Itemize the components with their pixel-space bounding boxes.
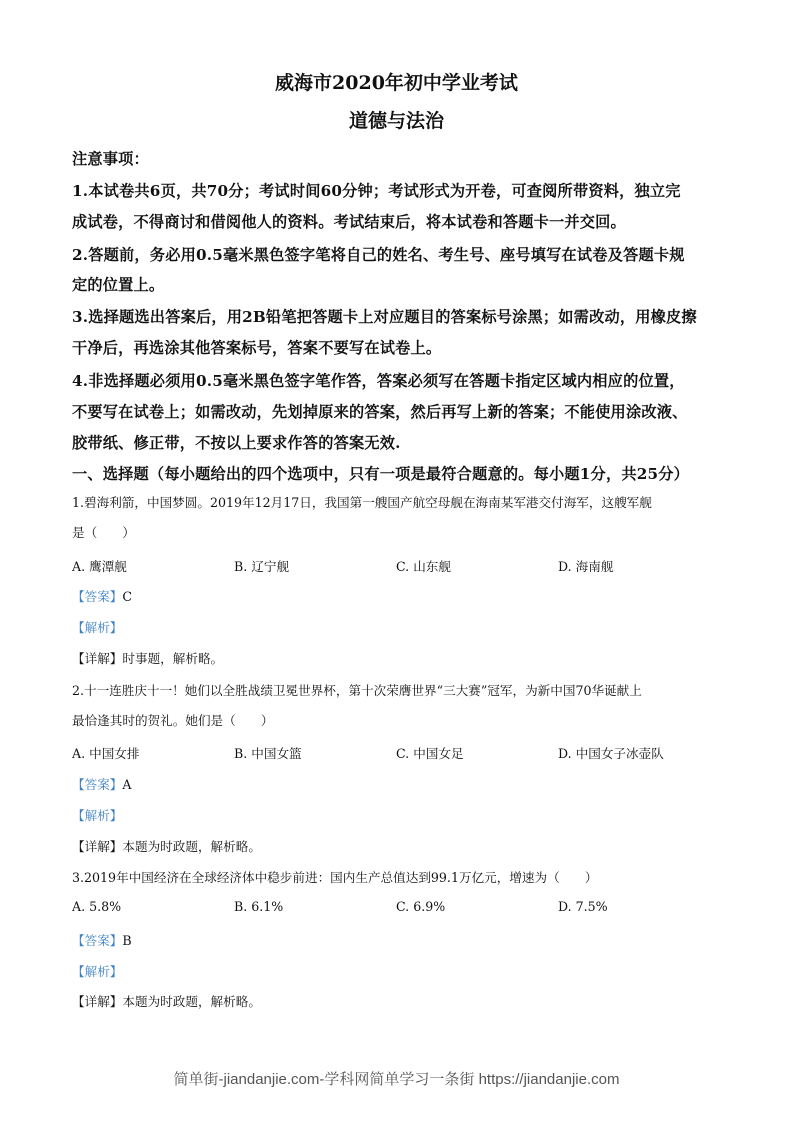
option-d: D. 7.5% bbox=[558, 899, 608, 914]
question-text: 最恰逢其时的贺礼。她们是（ ） bbox=[72, 713, 274, 728]
option-d: D. 中国女子冰壶队 bbox=[558, 746, 664, 761]
option-b: B. 中国女篮 bbox=[234, 746, 302, 761]
answer-tag: 【答案】 bbox=[72, 589, 123, 604]
question-text: 2.十一连胜庆十一！她们以全胜战绩卫冕世界杯，第十次荣膺世界“三大赛”冠军，为新中国70华诞献上 bbox=[72, 683, 642, 698]
answer-tag: 【答案】 bbox=[72, 777, 123, 792]
notice-line: 2.答题前，务必用0.5毫米黑色签字笔将自己的姓名、考生号、座号填写在试卷及答题卡规 bbox=[72, 246, 685, 264]
question-text: 1.碧海利箭，中国梦圆。2019年12月17日，我国第一艘国产航空母舰在海南某军港交付海军，这艘军舰 bbox=[72, 495, 652, 510]
question-text: 是（ ） bbox=[72, 525, 135, 540]
answer-value: C bbox=[122, 589, 133, 604]
exam-title: 威海市2020年初中学业考试 bbox=[275, 72, 518, 94]
notice-line: 3.选择题选出答案后，用2B铅笔把答题卡上对应题目的答案标号涂黑；如需改动，用橡皮擦 bbox=[72, 308, 697, 326]
notice-line: 干净后，再选涂其他答案标号，答案不要写在试卷上。 bbox=[72, 339, 442, 357]
option-d: D. 海南舰 bbox=[558, 559, 614, 574]
answer-line bbox=[72, 931, 132, 951]
analysis-tag: 【解析】 bbox=[72, 620, 123, 635]
option-c: C. 山东舰 bbox=[396, 559, 451, 574]
answer-tag: 【答案】 bbox=[72, 933, 123, 948]
notice-line: 胶带纸、修正带，不按以上要求作答的答案无效. bbox=[72, 434, 401, 452]
answer-value: B bbox=[122, 933, 132, 948]
option-a: A. 鹰潭舰 bbox=[72, 559, 127, 574]
detail-text: 【详解】时事题，解析略。 bbox=[72, 651, 224, 666]
detail-text: 【详解】本题为时政题，解析略。 bbox=[72, 839, 261, 854]
exam-subtitle: 道德与法治 bbox=[348, 110, 444, 132]
question-text: 3.2019年中国经济在全球经济体中稳步前进：国内生产总值达到99.1万亿元，增速为（ ） bbox=[72, 870, 598, 885]
option-b: B. 6.1% bbox=[234, 899, 284, 914]
analysis-tag: 【解析】 bbox=[72, 964, 123, 979]
answer-value: A bbox=[122, 777, 132, 792]
notice-line: 成试卷，不得商讨和借阅他人的资料。考试结束后，将本试卷和答题卡一并交回。 bbox=[72, 213, 626, 231]
notice-heading: 注意事项： bbox=[72, 150, 149, 168]
answer-line bbox=[72, 775, 131, 795]
option-c: C. 6.9% bbox=[396, 899, 446, 914]
notice-line: 不要写在试卷上；如需改动，先划掉原来的答案，然后再写上新的答案；不能使用涂改液、 bbox=[72, 403, 688, 421]
detail-text: 【详解】本题为时政题，解析略。 bbox=[72, 994, 261, 1009]
notice-line: 定的位置上。 bbox=[72, 276, 165, 294]
option-b: B. 辽宁舰 bbox=[234, 559, 290, 574]
answer-line bbox=[72, 587, 132, 607]
analysis-tag: 【解析】 bbox=[72, 808, 123, 823]
section-heading: 一、选择题（每小题给出的四个选项中，只有一项是最符合题意的。每小题1分，共25分） bbox=[72, 465, 690, 483]
notice-line: 1.本试卷共6页，共70分；考试时间60分钟；考试形式为开卷，可查阅所带资料，独立完 bbox=[72, 182, 681, 200]
option-a: A. 5.8% bbox=[72, 899, 122, 914]
option-c: C. 中国女足 bbox=[396, 746, 464, 761]
notice-line: 4.非选择题必须用0.5毫米黑色签字笔作答，答案必须写在答题卡指定区域内相应的位置， bbox=[72, 372, 685, 390]
option-a: A. 中国女排 bbox=[72, 746, 140, 761]
footer-watermark: 简单街-jiandanjie.com-学科网简单学习一条街 https://jiandanjie.com bbox=[173, 1071, 620, 1088]
